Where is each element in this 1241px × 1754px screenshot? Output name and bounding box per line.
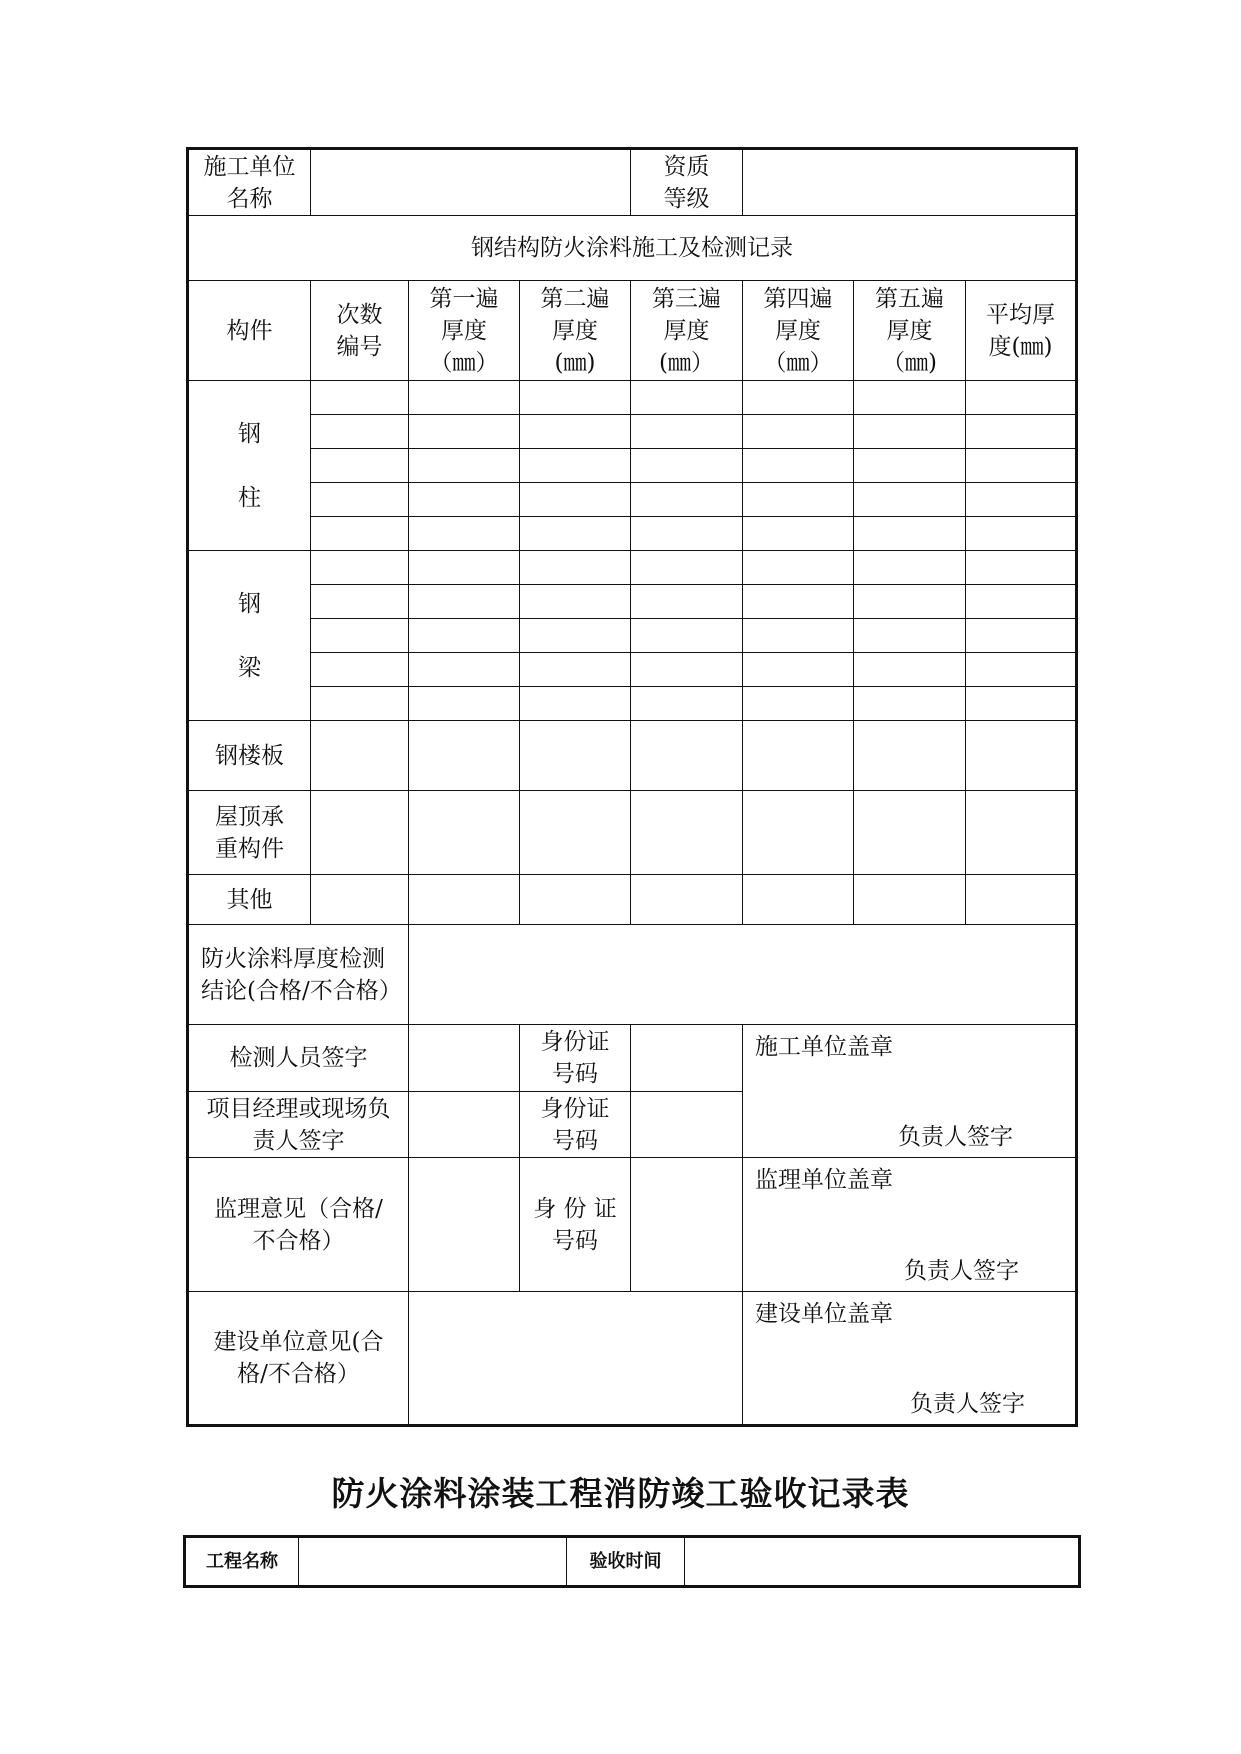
construction-seal-label: 施工单位盖章 — [755, 1034, 894, 1060]
data-cell[interactable] — [409, 687, 520, 721]
acceptance-record-form — [183, 1535, 1081, 1588]
data-cell[interactable] — [631, 517, 743, 551]
data-cell[interactable] — [311, 449, 409, 483]
data-cell[interactable] — [311, 585, 409, 619]
data-cell[interactable] — [854, 687, 966, 721]
data-cell[interactable] — [966, 687, 1077, 721]
data-cell[interactable] — [854, 619, 966, 653]
qualification-field[interactable] — [743, 149, 1077, 216]
supervision-opinion-label: 监理意见（合格/ 不合格） — [188, 1158, 409, 1292]
data-cell[interactable] — [743, 653, 854, 687]
acceptance-time-label: 验收时间 — [567, 1537, 685, 1587]
data-cell[interactable] — [743, 551, 854, 585]
data-cell[interactable] — [311, 721, 409, 791]
id-number-field[interactable] — [631, 1025, 743, 1092]
data-cell[interactable] — [311, 483, 409, 517]
supervision-seal-cell[interactable] — [743, 1158, 1077, 1292]
data-cell[interactable] — [520, 687, 631, 721]
data-cell[interactable] — [520, 449, 631, 483]
data-cell[interactable] — [409, 415, 520, 449]
pm-signature-field[interactable] — [409, 1092, 520, 1158]
owner-opinion-label: 建设单位意见(合 格/不合格） — [188, 1292, 409, 1426]
data-cell[interactable] — [409, 483, 520, 517]
steel-beam-label: 钢 梁 — [188, 551, 311, 721]
data-cell[interactable] — [966, 619, 1077, 653]
data-cell[interactable] — [854, 415, 966, 449]
header-coat-1: 第一遍 厚度 （㎜） — [409, 281, 520, 381]
data-cell[interactable] — [520, 721, 631, 791]
data-cell[interactable] — [743, 381, 854, 415]
data-cell[interactable] — [631, 381, 743, 415]
data-cell[interactable] — [966, 415, 1077, 449]
data-cell[interactable] — [311, 653, 409, 687]
data-cell[interactable] — [854, 551, 966, 585]
data-cell[interactable] — [854, 381, 966, 415]
id-number-label: 身 份 证 号码 — [520, 1158, 631, 1292]
data-cell[interactable] — [520, 875, 631, 925]
header-coat-4: 第四遍 厚度 （㎜） — [743, 281, 854, 381]
data-cell[interactable] — [631, 483, 743, 517]
responsible-signature-label: 负责人签字 — [898, 1124, 1014, 1150]
data-cell[interactable] — [631, 687, 743, 721]
data-cell[interactable] — [854, 791, 966, 875]
data-cell[interactable] — [409, 875, 520, 925]
data-cell[interactable] — [409, 381, 520, 415]
data-cell[interactable] — [966, 517, 1077, 551]
data-cell[interactable] — [311, 875, 409, 925]
roof-members-label: 屋顶承 重构件 — [188, 791, 311, 875]
responsible-signature-label: 负责人签字 — [910, 1391, 1026, 1417]
header-sequence-number: 次数 编号 — [311, 281, 409, 381]
data-cell[interactable] — [520, 619, 631, 653]
inspector-signature-field[interactable] — [409, 1025, 520, 1092]
data-cell[interactable] — [409, 585, 520, 619]
data-cell[interactable] — [520, 585, 631, 619]
data-cell[interactable] — [409, 791, 520, 875]
data-cell[interactable] — [966, 449, 1077, 483]
data-cell[interactable] — [966, 875, 1077, 925]
data-cell[interactable] — [743, 449, 854, 483]
inspection-record-form — [186, 147, 1078, 1427]
header-coat-2: 第二遍 厚度 (㎜) — [520, 281, 631, 381]
other-label: 其他 — [188, 875, 311, 925]
data-cell[interactable] — [631, 619, 743, 653]
data-cell[interactable] — [631, 721, 743, 791]
data-cell[interactable] — [966, 483, 1077, 517]
data-cell[interactable] — [631, 449, 743, 483]
data-cell[interactable] — [854, 449, 966, 483]
data-cell[interactable] — [743, 517, 854, 551]
data-cell[interactable] — [311, 791, 409, 875]
data-cell[interactable] — [520, 483, 631, 517]
data-cell[interactable] — [520, 517, 631, 551]
qualification-label: 资质 等级 — [631, 149, 743, 216]
id-number-field[interactable] — [631, 1158, 743, 1292]
acceptance-record-title: 防火涂料涂装工程消防竣工验收记录表 — [331, 1474, 910, 1513]
data-cell[interactable] — [854, 585, 966, 619]
owner-seal-cell[interactable] — [743, 1292, 1077, 1426]
header-average: 平均厚 度(㎜) — [966, 281, 1077, 381]
data-cell[interactable] — [409, 551, 520, 585]
data-cell[interactable] — [409, 721, 520, 791]
data-cell[interactable] — [311, 551, 409, 585]
data-cell[interactable] — [520, 415, 631, 449]
id-number-field[interactable] — [631, 1092, 743, 1158]
data-cell[interactable] — [743, 721, 854, 791]
data-cell[interactable] — [311, 381, 409, 415]
data-cell[interactable] — [631, 551, 743, 585]
data-cell[interactable] — [854, 721, 966, 791]
header-coat-3: 第三遍 厚度 (㎜） — [631, 281, 743, 381]
data-cell[interactable] — [311, 415, 409, 449]
header-coat-5: 第五遍 厚度 （㎜) — [854, 281, 966, 381]
data-cell[interactable] — [966, 551, 1077, 585]
data-cell[interactable] — [743, 687, 854, 721]
data-cell[interactable] — [743, 585, 854, 619]
data-cell[interactable] — [311, 687, 409, 721]
data-cell[interactable] — [631, 791, 743, 875]
supervision-opinion-field[interactable] — [409, 1158, 520, 1292]
responsible-signature-label: 负责人签字 — [904, 1258, 1020, 1284]
header-member: 构件 — [188, 281, 311, 381]
record-title: 钢结构防火涂料施工及检测记录 — [188, 216, 1077, 281]
conclusion-field[interactable] — [409, 925, 1077, 1025]
data-cell[interactable] — [966, 585, 1077, 619]
data-cell[interactable] — [409, 449, 520, 483]
data-cell[interactable] — [631, 653, 743, 687]
data-cell[interactable] — [854, 517, 966, 551]
data-cell[interactable] — [854, 875, 966, 925]
steel-floor-label: 钢楼板 — [188, 721, 311, 791]
data-cell[interactable] — [743, 791, 854, 875]
data-cell[interactable] — [854, 653, 966, 687]
data-cell[interactable] — [311, 619, 409, 653]
data-cell[interactable] — [520, 653, 631, 687]
data-cell[interactable] — [520, 791, 631, 875]
id-number-label: 身份证 号码 — [520, 1025, 631, 1092]
construction-seal-cell[interactable] — [743, 1025, 1077, 1158]
data-cell[interactable] — [966, 721, 1077, 791]
data-cell[interactable] — [966, 381, 1077, 415]
data-cell[interactable] — [743, 483, 854, 517]
data-cell[interactable] — [854, 483, 966, 517]
data-cell[interactable] — [409, 653, 520, 687]
data-cell[interactable] — [966, 653, 1077, 687]
data-cell[interactable] — [631, 415, 743, 449]
data-cell[interactable] — [311, 517, 409, 551]
data-cell[interactable] — [631, 585, 743, 619]
data-cell[interactable] — [743, 415, 854, 449]
acceptance-time-field[interactable] — [685, 1537, 1080, 1587]
supervision-seal-label: 监理单位盖章 — [755, 1167, 894, 1193]
owner-seal-label: 建设单位盖章 — [755, 1301, 894, 1327]
inspector-signature-label: 检测人员签字 — [188, 1025, 409, 1092]
data-cell[interactable] — [409, 619, 520, 653]
unit-name-field[interactable] — [311, 149, 631, 216]
owner-opinion-field[interactable] — [409, 1292, 743, 1426]
data-cell[interactable] — [520, 551, 631, 585]
data-cell[interactable] — [520, 381, 631, 415]
data-cell[interactable] — [966, 791, 1077, 875]
data-cell[interactable] — [743, 619, 854, 653]
data-cell[interactable] — [743, 875, 854, 925]
conclusion-label: 防火涂料厚度检测 结论(合格/不合格） — [188, 925, 409, 1025]
id-number-label: 身份证 号码 — [520, 1092, 631, 1158]
unit-name-label: 施工单位 名称 — [188, 149, 311, 216]
data-cell[interactable] — [409, 517, 520, 551]
steel-column-label: 钢 柱 — [188, 381, 311, 551]
project-name-label: 工程名称 — [185, 1537, 299, 1587]
data-cell[interactable] — [631, 875, 743, 925]
project-name-field[interactable] — [299, 1537, 567, 1587]
pm-signature-label: 项目经理或现场负 责人签字 — [188, 1092, 409, 1158]
